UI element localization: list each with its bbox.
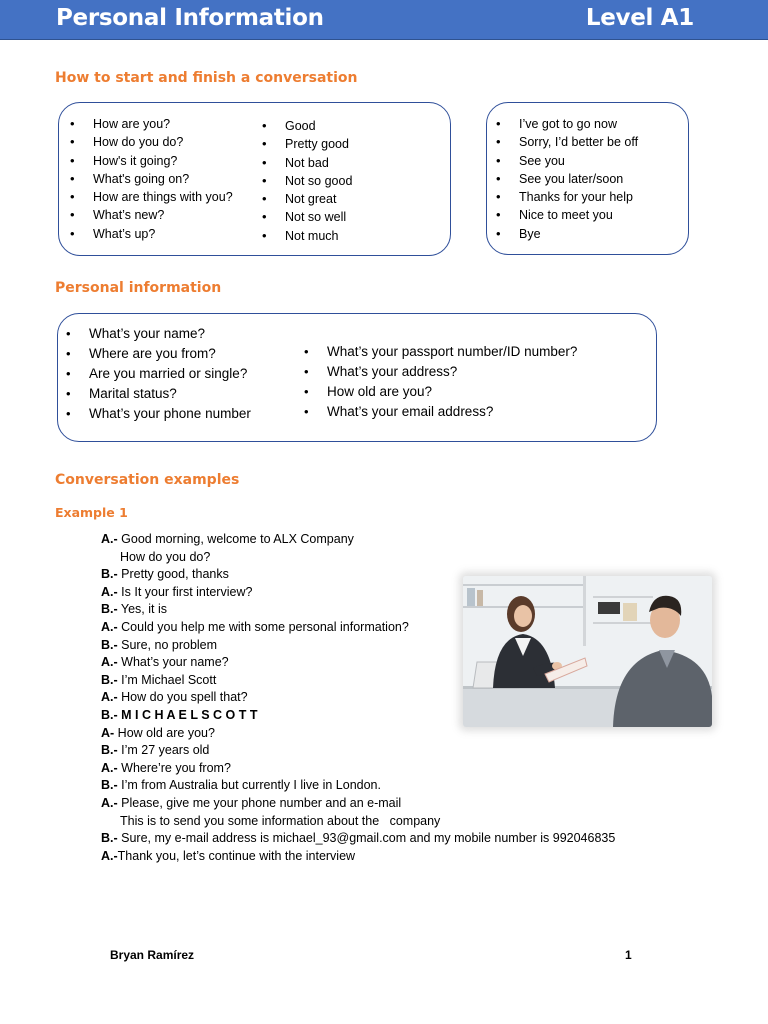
personal-question-item: • Are you married or single?: [64, 364, 251, 384]
greeting-answer-item: • Not bad: [260, 154, 352, 172]
dialog-text: Good morning, welcome to ALX Company: [117, 532, 354, 546]
dialog-line: [101, 777, 661, 795]
title-bar: [0, 0, 768, 40]
greeting-answer-item: • Not great: [260, 190, 352, 208]
farewell-item: • Nice to meet you: [494, 206, 638, 224]
dialog-text: Pretty good, thanks: [117, 567, 229, 582]
speaker-label: B.-: [101, 743, 118, 758]
speaker-label: B.-: [101, 778, 118, 793]
section-title-examples: Conversation examples: [55, 472, 240, 488]
personal-question-item: • What’s your passport number/ID number?: [302, 342, 577, 362]
greeting-answer-item: • Not so well: [260, 208, 352, 226]
example-label: Example 1: [55, 505, 128, 520]
section-title-personal: Personal information: [55, 280, 222, 296]
page-title: Personal Information: [56, 5, 324, 31]
farewell-item: • I’ve got to go now: [494, 115, 638, 133]
dialog-text: What’s your name?: [117, 655, 229, 670]
dialog-text: Where’re you from?: [117, 760, 231, 775]
personal-question-item: • Where are you from?: [64, 344, 251, 364]
personal-info-box: [57, 313, 657, 442]
speaker-label: A.-: [101, 532, 118, 546]
greeting-question-item: • How are you?: [68, 115, 233, 133]
dialog-text: How do you do?: [120, 549, 211, 564]
greeting-question-item: • What’s new?: [68, 206, 233, 224]
dialog-text: Sure, my e-mail address is michael_93@gmail.com and my mobile number is 992046835: [117, 831, 616, 846]
speaker-label: A.-: [101, 690, 118, 705]
dialog-line: [101, 830, 661, 848]
farewell-item: • See you: [494, 152, 638, 170]
farewells-list: [494, 115, 638, 243]
personal-question-item: • What’s your address?: [302, 362, 577, 382]
greeting-answer-item: • Good: [260, 117, 352, 135]
personal-question-item: • What’s your name?: [64, 324, 251, 344]
dialog-text: Thank you, let’s continue with the interview: [117, 848, 356, 863]
dialog-line: [101, 549, 661, 567]
dialog-text: Please, give me your phone number and an e-mail: [117, 795, 402, 810]
speaker-label: A.-: [101, 795, 118, 810]
interview-photo: [463, 576, 712, 727]
interview-illustration: [463, 576, 712, 727]
dialog-line: [101, 848, 661, 866]
dialog-line: [101, 795, 661, 813]
speaker-label: A.-: [101, 655, 118, 670]
dialog-text: I’m from Australia but currently I live in London.: [117, 778, 381, 793]
dialog-text: Could you help me with some personal information?: [117, 619, 409, 634]
speaker-label: B.-: [101, 567, 118, 582]
greeting-question-item: • How's it going?: [68, 152, 233, 170]
dialog-text: I’m Michael Scott: [117, 672, 217, 687]
farewell-item: • Thanks for your help: [494, 188, 638, 206]
dialog-line: [101, 742, 661, 760]
page-number: 1: [625, 948, 632, 962]
farewell-item: • See you later/soon: [494, 170, 638, 188]
speaker-label: A.-: [101, 584, 118, 599]
greeting-question-item: • How do you do?: [68, 133, 233, 151]
dialog-text: Sure, no problem: [117, 637, 218, 652]
dialog-line: [101, 813, 661, 831]
personal-question-item: • How old are you?: [302, 382, 577, 402]
dialog-line: [101, 725, 661, 743]
farewell-item: • Sorry, I’d better be off: [494, 133, 638, 151]
dialog-text: Yes, it is: [117, 602, 168, 617]
dialog-text: M I C H A E L S C O T T: [117, 707, 258, 722]
greetings-box: [58, 102, 451, 256]
greeting-question-item: • What's going on?: [68, 170, 233, 188]
dialog-line: [101, 531, 661, 549]
speaker-label: A.-: [101, 760, 118, 775]
personal-question-item: • Marital status?: [64, 384, 251, 404]
greeting-question-item: • How are things with you?: [68, 188, 233, 206]
speaker-label: B.-: [101, 672, 118, 687]
dialog-line: [101, 760, 661, 778]
speaker-label: B.-: [101, 602, 118, 617]
speaker-label: B.-: [101, 707, 118, 722]
section-title-start-finish: How to start and finish a conversation: [55, 70, 358, 86]
greeting-answer-item: • Not so good: [260, 172, 352, 190]
dialog-text: How old are you?: [114, 725, 215, 740]
farewells-box: [486, 102, 689, 255]
speaker-label: B.-: [101, 637, 118, 652]
personal-questions-right-list: [302, 342, 577, 422]
dialog-text: How do you spell that?: [117, 690, 248, 705]
dialog-text: I’m 27 years old: [117, 743, 210, 758]
speaker-label: A-: [101, 725, 115, 740]
greeting-question-item: • What’s up?: [68, 225, 233, 243]
greeting-answer-item: • Pretty good: [260, 135, 352, 153]
speaker-label: A.-: [101, 848, 118, 863]
speaker-label: A.-: [101, 619, 118, 634]
personal-questions-left-list: [64, 324, 251, 424]
farewell-item: • Bye: [494, 225, 638, 243]
greeting-questions-list: [68, 115, 233, 243]
personal-question-item: • What’s your phone number: [64, 404, 251, 424]
speaker-label: B.-: [101, 831, 118, 846]
footer-author: Bryan Ramírez: [110, 948, 195, 962]
dialog-text: This is to send you some information about the company: [120, 813, 441, 828]
greeting-answers-list: [260, 117, 352, 245]
dialog-text: Is It your first interview?: [117, 584, 253, 599]
personal-question-item: • What’s your email address?: [302, 402, 577, 422]
level-label: Level A1: [585, 5, 694, 31]
greeting-answer-item: • Not much: [260, 227, 352, 245]
